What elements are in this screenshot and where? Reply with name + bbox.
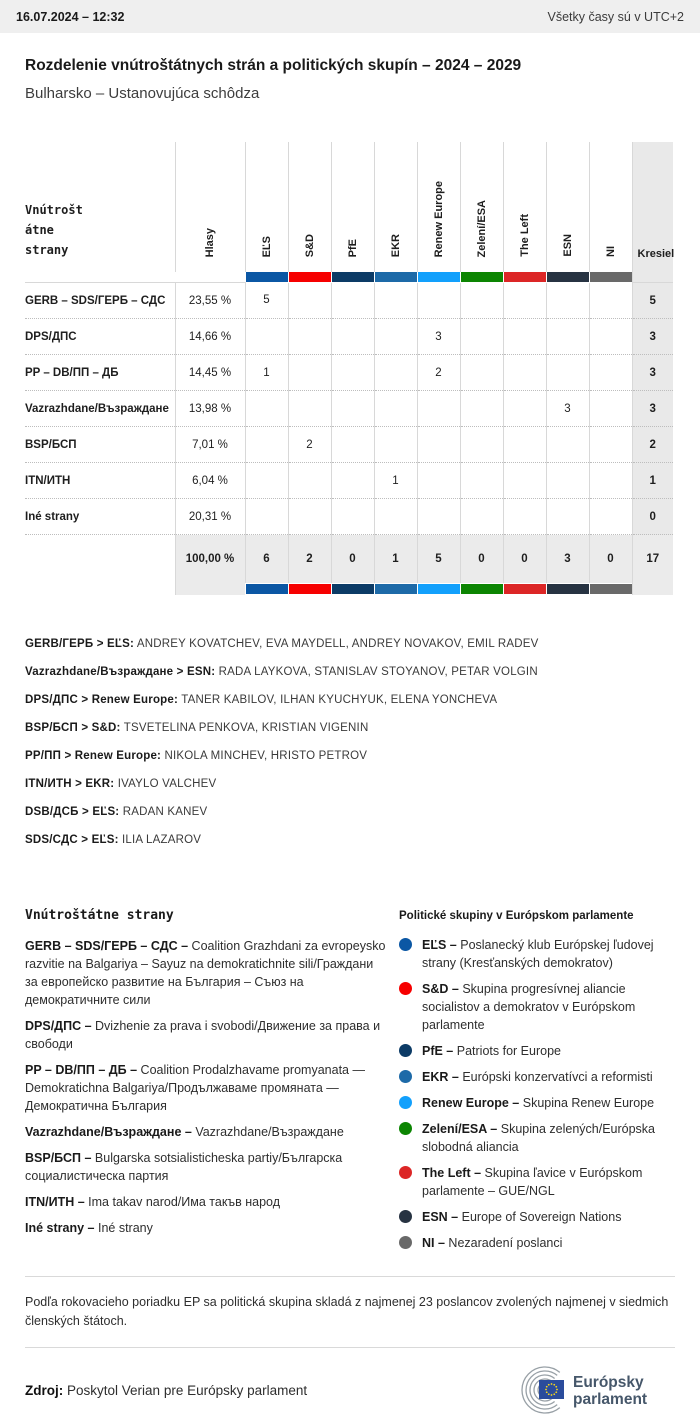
group-legend-item xyxy=(399,1068,675,1086)
color-bar-ni xyxy=(590,584,632,594)
total-sd: 2 xyxy=(288,535,331,584)
political-groups-legend xyxy=(399,908,675,1260)
delegation-members: TANER KABILOV, ILHAN KYUCHYUK, ELENA YONCHEVA xyxy=(181,694,498,706)
seats-renew: 3 xyxy=(417,319,460,355)
seats-esn xyxy=(546,283,589,319)
color-bar-els xyxy=(246,272,288,282)
total-esn: 3 xyxy=(546,535,589,584)
seats-total: 3 xyxy=(632,319,673,355)
seats-table xyxy=(25,142,673,595)
seats-greens xyxy=(460,283,503,319)
party-legend-description: Dvizhenie za prava i svobodi/Движение за права и свободи xyxy=(25,1019,381,1051)
seats-ekr xyxy=(374,391,417,427)
group-legend-item xyxy=(399,936,675,972)
party-name: BSP/БСП xyxy=(25,427,175,463)
page-subtitle: Bulharsko – Ustanovujúca schôdza xyxy=(25,85,260,102)
seats-esn xyxy=(546,319,589,355)
color-bar-renew xyxy=(418,272,460,282)
party-legend-name: Iné strany – xyxy=(25,1221,95,1235)
seats-total: 3 xyxy=(632,355,673,391)
delegation-line xyxy=(25,665,675,680)
seats-renew xyxy=(417,499,460,535)
column-header-group-left: The Left xyxy=(503,142,546,272)
color-bar-greens xyxy=(461,584,503,594)
group-legend-description: Skupina progresívnej aliancie socialistov a demokratov v Európskom parlamente xyxy=(422,982,636,1032)
timezone-note: Všetky časy sú v UTC+2 xyxy=(547,9,684,24)
table-row xyxy=(25,391,673,427)
group-legend-description: Nezaradení poslanci xyxy=(448,1236,563,1250)
seats-greens xyxy=(460,427,503,463)
seats-total: 0 xyxy=(632,499,673,535)
seats-left xyxy=(503,355,546,391)
seats-ni xyxy=(589,391,632,427)
delegation-members: RADA LAYKOVA, STANISLAV STOYANOV, PETAR VOLGIN xyxy=(218,666,538,678)
delegation-prefix: Vazrazhdane/Възраждане > ESN: xyxy=(25,666,216,678)
political-groups-legend-items xyxy=(399,936,675,1252)
seats-sd: 2 xyxy=(288,427,331,463)
seats-total: 2 xyxy=(632,427,673,463)
color-bar-esn xyxy=(547,272,589,282)
total-greens: 0 xyxy=(460,535,503,584)
seats-greens xyxy=(460,319,503,355)
group-color-bar-row xyxy=(25,272,673,283)
column-header-seats: Kresiel xyxy=(632,142,673,272)
party-legend-name: DPS/ДПС – xyxy=(25,1019,92,1033)
group-legend-name: The Left – xyxy=(422,1166,482,1180)
votes-percent: 23,55 % xyxy=(175,283,245,319)
party-name: Iné strany xyxy=(25,499,175,535)
seats-renew xyxy=(417,463,460,499)
seats-total: 5 xyxy=(632,283,673,319)
party-name: GERB – SDS/ГЕРБ – СДС xyxy=(25,283,175,319)
seats-ni xyxy=(589,463,632,499)
color-bar-sd xyxy=(289,272,331,282)
party-legend-name: Vazrazhdane/Възраждане – xyxy=(25,1125,192,1139)
group-legend-name: Renew Europe – xyxy=(422,1096,520,1110)
seats-ekr xyxy=(374,427,417,463)
group-legend-description: Poslanecký klub Európskej ľudovej strany (Kresťanských demokratov) xyxy=(422,938,654,970)
seats-ni xyxy=(589,283,632,319)
seats-pfe xyxy=(331,463,374,499)
total-renew: 5 xyxy=(417,535,460,584)
delegation-members: NIKOLA MINCHEV, HRISTO PETROV xyxy=(164,750,368,762)
party-legend-item xyxy=(25,1061,387,1115)
votes-percent: 13,98 % xyxy=(175,391,245,427)
delegations-list xyxy=(25,637,675,848)
seats-renew: 2 xyxy=(417,355,460,391)
party-name: PP – DB/ПП – ДБ xyxy=(25,355,175,391)
delegation-line xyxy=(25,721,675,736)
seats-greens xyxy=(460,355,503,391)
political-groups-legend-heading: Politické skupiny v Európskom parlamente xyxy=(399,910,634,922)
group-color-dot-icon xyxy=(399,1044,412,1057)
delegation-prefix: ITN/ИТН > EKR: xyxy=(25,778,115,790)
seats-left xyxy=(503,283,546,319)
color-bar-pfe xyxy=(332,584,374,594)
group-legend-description: Patriots for Europe xyxy=(456,1044,561,1058)
group-color-dot-icon xyxy=(399,1070,412,1083)
group-legend-item xyxy=(399,1234,675,1252)
seats-esn xyxy=(546,463,589,499)
party-name: Vazrazhdane/Възраждане xyxy=(25,391,175,427)
party-legend-name: GERB – SDS/ГЕРБ – СДС – xyxy=(25,939,189,953)
seats-greens xyxy=(460,499,503,535)
party-legend-description: Ima takav narod/Има такъв народ xyxy=(88,1195,280,1209)
delegation-prefix: DPS/ДПС > Renew Europe: xyxy=(25,694,179,706)
seats-ekr: 1 xyxy=(374,463,417,499)
seats-sd xyxy=(288,355,331,391)
group-legend-name: ESN – xyxy=(422,1210,459,1224)
seats-total: 3 xyxy=(632,391,673,427)
seats-pfe xyxy=(331,391,374,427)
delegation-line xyxy=(25,777,675,792)
total-left: 0 xyxy=(503,535,546,584)
votes-percent: 20,31 % xyxy=(175,499,245,535)
group-legend-name: NI – xyxy=(422,1236,445,1250)
group-legend-item xyxy=(399,1094,675,1112)
seats-esn: 3 xyxy=(546,391,589,427)
color-bar-ekr xyxy=(375,272,417,282)
party-legend-item xyxy=(25,937,387,1009)
column-header-group-sd: S&D xyxy=(288,142,331,272)
group-legend-name: Zelení/ESA – xyxy=(422,1122,498,1136)
column-header-group-ni: NI xyxy=(589,142,632,272)
seats-els: 5 xyxy=(245,283,288,319)
seats-pfe xyxy=(331,283,374,319)
total-seats: 17 xyxy=(632,535,673,584)
party-legend-name: ITN/ИТН – xyxy=(25,1195,85,1209)
seats-esn xyxy=(546,499,589,535)
table-row xyxy=(25,283,673,319)
source-row xyxy=(25,1364,675,1416)
european-parliament-logo xyxy=(505,1364,675,1416)
seats-ekr xyxy=(374,283,417,319)
page-title: Rozdelenie vnútroštátnych strán a politických skupín – 2024 – 2029 xyxy=(25,57,522,74)
delegation-prefix: DSB/ДСБ > EĽS: xyxy=(25,806,120,818)
column-header-votes: Hlasy xyxy=(175,142,245,272)
column-header-national-parties: Vnútrošt átne strany xyxy=(25,203,83,257)
table-row xyxy=(25,463,673,499)
seats-pfe xyxy=(331,499,374,535)
seats-pfe xyxy=(331,355,374,391)
logo-wordmark: Európsky parlament xyxy=(573,1374,648,1408)
seats-esn xyxy=(546,355,589,391)
topbar xyxy=(0,0,700,33)
delegation-line xyxy=(25,833,675,848)
group-color-dot-icon xyxy=(399,1210,412,1223)
delegation-members: RADAN KANEV xyxy=(122,806,208,818)
delegation-prefix: BSP/БСП > S&D: xyxy=(25,722,121,734)
group-legend-name: PfE – xyxy=(422,1044,454,1058)
seats-greens xyxy=(460,463,503,499)
delegation-line xyxy=(25,805,675,820)
table-row xyxy=(25,499,673,535)
party-name: ITN/ИТН xyxy=(25,463,175,499)
group-legend-description: Skupina Renew Europe xyxy=(522,1096,655,1110)
party-legend-item xyxy=(25,1219,387,1237)
seats-sd xyxy=(288,499,331,535)
source-text: Poskytol Verian pre Európsky parlament xyxy=(67,1382,308,1398)
seats-ni xyxy=(589,319,632,355)
group-legend-name: EĽS – xyxy=(422,938,457,952)
seats-sd xyxy=(288,283,331,319)
color-bar-pfe xyxy=(332,272,374,282)
party-legend-name: PP – DB/ПП – ДБ – xyxy=(25,1063,138,1077)
votes-percent: 7,01 % xyxy=(175,427,245,463)
seats-pfe xyxy=(331,319,374,355)
seats-ekr xyxy=(374,319,417,355)
votes-percent: 6,04 % xyxy=(175,463,245,499)
party-legend-description: Bulgarska sotsialisticheska partiy/Българска социалистическа партия xyxy=(25,1151,343,1183)
divider-top xyxy=(25,1276,675,1277)
column-header-group-greens: Zelení/ESA xyxy=(460,142,503,272)
column-header-group-els: EĽS xyxy=(245,142,288,272)
group-color-dot-icon xyxy=(399,938,412,951)
seats-left xyxy=(503,427,546,463)
seats-sd xyxy=(288,319,331,355)
delegation-line xyxy=(25,693,675,708)
seats-els xyxy=(245,391,288,427)
seats-sd xyxy=(288,391,331,427)
group-color-dot-icon xyxy=(399,1122,412,1135)
seats-els xyxy=(245,499,288,535)
eu-flag-icon xyxy=(539,1380,564,1399)
group-legend-item xyxy=(399,1120,675,1156)
seats-ni xyxy=(589,355,632,391)
delegation-prefix: SDS/СДС > EĽS: xyxy=(25,834,119,846)
group-color-dot-icon xyxy=(399,1096,412,1109)
seats-esn xyxy=(546,427,589,463)
party-legend-description: Coalition Prodalzhavame promyanata — Demokratichna Balgariya/Продължаваме промяната — Демократична България xyxy=(25,1063,365,1113)
color-bar-greens xyxy=(461,272,503,282)
table-total-row xyxy=(25,535,673,584)
party-legend-name: BSP/БСП – xyxy=(25,1151,92,1165)
votes-percent: 14,66 % xyxy=(175,319,245,355)
party-legend-item xyxy=(25,1017,387,1053)
votes-percent: 14,45 % xyxy=(175,355,245,391)
color-bar-sd xyxy=(289,584,331,594)
seats-renew xyxy=(417,283,460,319)
seats-left xyxy=(503,463,546,499)
delegation-members: ILIA LAZAROV xyxy=(122,834,202,846)
national-parties-legend-heading: Vnútroštátne strany xyxy=(25,908,174,923)
group-legend-name: EKR – xyxy=(422,1070,459,1084)
source-label: Zdroj: xyxy=(25,1382,64,1398)
seats-greens xyxy=(460,391,503,427)
seats-total: 1 xyxy=(632,463,673,499)
seats-ekr xyxy=(374,355,417,391)
party-legend-description: Coalition Grazhdani za evropeysko razvitie na Balgariya – Sayuz na demokratichnite sili/Граждани за европейско развитие на България – Съюз на демократичните сили xyxy=(25,939,386,1007)
group-legend-item xyxy=(399,1042,675,1060)
national-parties-legend xyxy=(25,908,387,1260)
table-row xyxy=(25,427,673,463)
group-legend-item xyxy=(399,1208,675,1226)
table-header-row xyxy=(25,142,673,272)
column-header-group-pfe: PfE xyxy=(331,142,374,272)
seats-ekr xyxy=(374,499,417,535)
group-legend-name: S&D – xyxy=(422,982,459,996)
seats-els xyxy=(245,427,288,463)
party-legend-item xyxy=(25,1193,387,1211)
table-row xyxy=(25,355,673,391)
seats-renew xyxy=(417,427,460,463)
delegation-prefix: PP/ПП > Renew Europe: xyxy=(25,750,162,762)
group-legend-description: Europe of Sovereign Nations xyxy=(461,1210,622,1224)
seats-renew xyxy=(417,391,460,427)
delegation-line xyxy=(25,637,675,652)
group-legend-item xyxy=(399,980,675,1034)
column-header-group-esn: ESN xyxy=(546,142,589,272)
party-legend-description: Iné strany xyxy=(97,1221,153,1235)
color-bar-ekr xyxy=(375,584,417,594)
group-legend-description: Európski konzervatívci a reformisti xyxy=(462,1070,653,1084)
seats-els: 1 xyxy=(245,355,288,391)
color-bar-els xyxy=(246,584,288,594)
group-legend-item xyxy=(399,1164,675,1200)
delegation-members: IVAYLO VALCHEV xyxy=(117,778,217,790)
delegation-prefix: GERB/ГЕРБ > EĽS: xyxy=(25,638,135,650)
seats-sd xyxy=(288,463,331,499)
party-legend-item xyxy=(25,1149,387,1185)
seats-els xyxy=(245,463,288,499)
source-line xyxy=(25,1383,307,1398)
legend-section xyxy=(25,908,675,1260)
group-color-dot-icon xyxy=(399,1166,412,1179)
seats-ni xyxy=(589,427,632,463)
group-color-bar-row-bottom xyxy=(25,583,673,595)
color-bar-ni xyxy=(590,272,632,282)
group-color-dot-icon xyxy=(399,982,412,995)
delegation-line xyxy=(25,749,675,764)
total-ni: 0 xyxy=(589,535,632,584)
total-pfe: 0 xyxy=(331,535,374,584)
table-row xyxy=(25,319,673,355)
color-bar-renew xyxy=(418,584,460,594)
national-parties-legend-items xyxy=(25,937,387,1237)
seats-left xyxy=(503,499,546,535)
delegation-members: TSVETELINA PENKOVA, KRISTIAN VIGENIN xyxy=(123,722,369,734)
party-legend-item xyxy=(25,1123,387,1141)
color-bar-esn xyxy=(547,584,589,594)
group-legend-description: Skupina ľavice v Európskom parlamente – GUE/NGL xyxy=(422,1166,643,1198)
total-els: 6 xyxy=(245,535,288,584)
total-ekr: 1 xyxy=(374,535,417,584)
delegation-members: ANDREY KOVATCHEV, EVA MAYDELL, ANDREY NOVAKOV, EMIL RADEV xyxy=(136,638,539,650)
seats-els xyxy=(245,319,288,355)
seats-left xyxy=(503,391,546,427)
group-color-dot-icon xyxy=(399,1236,412,1249)
divider-bottom xyxy=(25,1347,675,1348)
column-header-group-ekr: EKR xyxy=(374,142,417,272)
seats-pfe xyxy=(331,427,374,463)
datetime-label: 16.07.2024 – 12:32 xyxy=(16,9,125,24)
group-legend-description: Skupina zelených/Európska slobodná aliancia xyxy=(422,1122,656,1154)
column-header-group-renew: Renew Europe xyxy=(417,142,460,272)
party-name: DPS/ДПС xyxy=(25,319,175,355)
color-bar-left xyxy=(504,584,546,594)
seats-ni xyxy=(589,499,632,535)
footnote: Podľa rokovacieho poriadku EP sa politická skupina skladá z najmenej 23 poslancov zvolených najmenej v siedmich členských štátoch. xyxy=(25,1295,669,1328)
total-votes: 100,00 % xyxy=(175,535,245,584)
table-body xyxy=(25,283,673,535)
party-legend-description: Vazrazhdane/Възраждане xyxy=(195,1125,344,1139)
color-bar-left xyxy=(504,272,546,282)
seats-left xyxy=(503,319,546,355)
